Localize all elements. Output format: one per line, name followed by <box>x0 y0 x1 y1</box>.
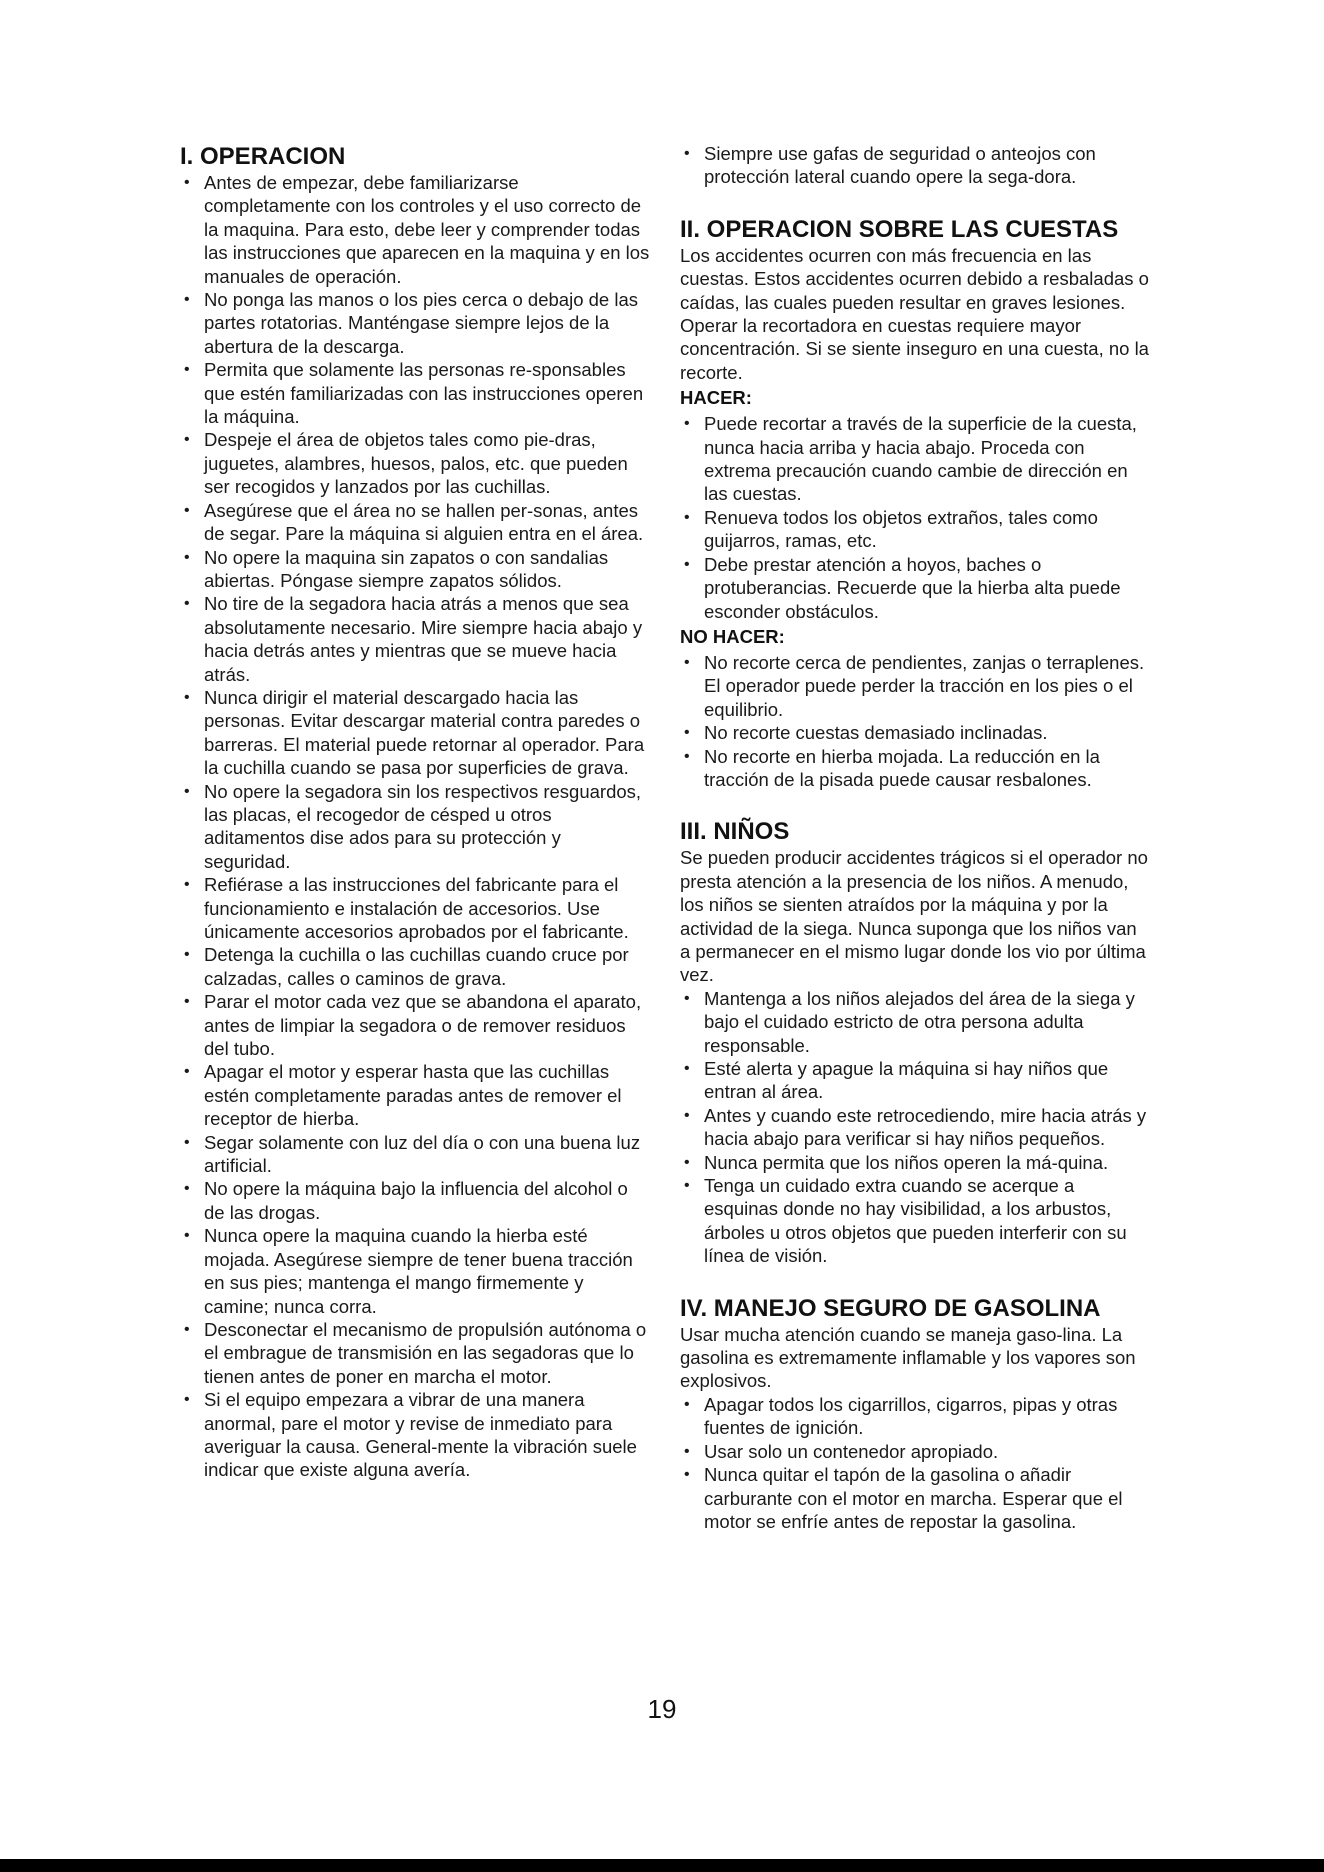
bullet-icon: • <box>184 361 190 379</box>
list-item-text: Detenga la cuchilla o las cuchillas cuando cruce por calzadas, calles o caminos de grava. <box>204 944 629 989</box>
bullet-icon: • <box>684 1153 690 1171</box>
bullet-list-operacion <box>180 171 650 1482</box>
bullet-icon: • <box>184 431 190 449</box>
bullet-icon: • <box>184 1133 190 1151</box>
list-item-text: Puede recortar a través de la superficie de la cuesta, nunca hacia arriba y hacia abajo. Proceda con extrema precaución cuando cambie de dirección en las cuestas. <box>704 413 1137 505</box>
list-item <box>680 1393 1150 1440</box>
bullet-icon: • <box>684 508 690 526</box>
list-item <box>180 1060 650 1130</box>
list-item-text: Apagar el motor y esperar hasta que las cuchillas estén completamente paradas antes de remover el receptor de hierba. <box>204 1061 622 1130</box>
list-item-text: Nunca permita que los niños operen la má-quina. <box>704 1151 1109 1173</box>
section-ninos <box>680 817 1150 1267</box>
list-item-text: No tire de la segadora hacia atrás a menos que sea absolutamente necesario. Mire siempre hacia abajo y hacia detrás antes y mientras que se mueve hacia atrás. <box>204 593 643 685</box>
bullet-icon: • <box>184 1180 190 1198</box>
bullet-icon: • <box>184 548 190 566</box>
list-item <box>180 1224 650 1318</box>
section-title-operacion: I. OPERACION <box>180 143 346 170</box>
bullet-icon: • <box>684 1060 690 1077</box>
bullet-icon: • <box>684 989 690 1007</box>
bullet-list-no-hacer <box>680 651 1150 791</box>
list-item <box>680 1463 1150 1533</box>
list-item <box>680 142 1150 189</box>
bullet-icon: • <box>184 946 190 964</box>
list-item-text: Asegúrese que el área no se hallen per-sonas, antes de segar. Pare la máquina si alguien entra en el área. <box>204 499 644 545</box>
bullet-list-gasolina <box>680 1393 1150 1533</box>
paragraph-cuestas-intro: Los accidentes ocurren con más frecuencia en las cuestas. Estos accidentes ocurren debido a resbaladas o caídas, las cuales pueden resultar en graves lesiones. Operar la recortadora en cuestas requiere mayor concentración. Si se siente inseguro en una cuesta, no la recorte. <box>680 244 1149 383</box>
list-item <box>180 171 650 288</box>
paragraph-gasolina-intro: Usar mucha atención cuando se maneja gaso-lina. La gasolina es extremamente inflamable y los vapores son explosivos. <box>680 1323 1136 1392</box>
bullet-icon: • <box>184 782 190 800</box>
bullet-icon: • <box>184 595 190 613</box>
list-item <box>680 553 1150 623</box>
bullet-icon: • <box>184 876 190 894</box>
list-item-text: No ponga las manos o los pies cerca o debajo de las partes rotatorias. Manténgase siempre lejos de la abertura de la descarga. <box>204 289 638 357</box>
section-title-ninos: III. NIÑOS <box>680 818 790 846</box>
list-item-text: Si el equipo empezara a vibrar de una manera anormal, pare el motor y revise de inmediato para averiguar la causa. General-mente la vibración suele indicar que existe alguna avería. <box>204 1389 637 1481</box>
list-item-text: Siempre use gafas de seguridad o anteojos con protección lateral cuando opere la sega-dora. <box>704 143 1096 188</box>
list-item <box>680 745 1150 792</box>
right-column <box>680 142 1150 1533</box>
list-item-text: Nunca quitar el tapón de la gasolina o añadir carburante con el motor en marcha. Esperar que el motor se enfríe antes de repostar la gasolina. <box>704 1464 1123 1532</box>
list-item-text: No recorte en hierba mojada. La reducción en la tracción de la pisada puede causar resbalones. <box>704 745 1100 790</box>
bullet-icon: • <box>684 415 690 433</box>
list-item-text: No opere la segadora sin los respectivos resguardos, las placas, el recogedor de césped u otros aditamentos dise ados para su protección y seguridad. <box>204 780 642 872</box>
list-item <box>680 1151 1150 1174</box>
list-item-text: Apagar todos los cigarrillos, cigarros, pipas y otras fuentes de ignición. <box>704 1393 1118 1439</box>
list-item <box>180 1131 650 1178</box>
bullet-icon: • <box>684 1177 690 1195</box>
list-item-text: Segar solamente con luz del día o con una buena luz artificial. <box>204 1131 641 1177</box>
bullet-icon: • <box>684 145 690 162</box>
section-cuestas <box>680 215 1150 792</box>
list-item <box>680 721 1150 744</box>
list-item <box>680 506 1150 553</box>
bullet-icon: • <box>184 501 190 519</box>
list-item <box>680 412 1150 506</box>
list-item-text: Parar el motor cada vez que se abandona el aparato, antes de limpiar la segadora o de remover residuos del tubo. <box>204 991 642 1060</box>
list-item <box>180 943 650 990</box>
subheading-no-hacer: NO HACER: <box>680 625 785 647</box>
bullet-icon: • <box>184 993 190 1011</box>
list-item-text: Despeje el área de objetos tales como pie-dras, juguetes, alambres, huesos, palos, etc. que pueden ser recogidos y lanzados por las cuchillas. <box>204 429 628 498</box>
list-item-text: Nunca dirigir el material descargado hacia las personas. Evitar descargar material contra paredes o barreras. El material puede retornar al operador. Para la cuchilla cuando se pasa por superficies de grava. <box>204 686 645 779</box>
list-item-text: Desconectar el mecanismo de propulsión autónoma o el embrague de transmisión en las segadoras que lo tienen antes de poner en marcha el motor. <box>204 1318 647 1387</box>
list-item <box>680 1057 1150 1104</box>
list-item-text: Esté alerta y apague la máquina si hay niños que entran al área. <box>704 1058 1109 1103</box>
list-item <box>180 546 650 593</box>
list-item <box>680 1440 1150 1463</box>
page-number: 19 <box>647 1694 677 1724</box>
bullet-icon: • <box>184 1063 190 1081</box>
list-item <box>180 592 650 686</box>
section-title-gasolina: IV. MANEJO SEGURO DE GASOLINA <box>680 1294 1101 1322</box>
bullet-icon: • <box>684 1466 690 1484</box>
list-item <box>680 651 1150 721</box>
bullet-list-top <box>680 142 1150 189</box>
bullet-icon: • <box>184 291 190 309</box>
section-title-cuestas: II. OPERACION SOBRE LAS CUESTAS <box>680 215 1119 243</box>
left-column <box>180 142 650 1482</box>
list-item-text: Usar solo un contenedor apropiado. <box>704 1440 999 1462</box>
list-item-text: No opere la máquina bajo la influencia del alcohol o de las drogas. <box>204 1178 628 1223</box>
bullet-icon: • <box>184 1227 190 1245</box>
list-item <box>180 990 650 1060</box>
bullet-list-hacer <box>680 412 1150 623</box>
list-item <box>180 288 650 358</box>
bullet-icon: • <box>684 1442 690 1460</box>
bullet-icon: • <box>684 1395 690 1413</box>
list-item <box>180 780 650 874</box>
bullet-icon: • <box>184 688 190 706</box>
list-item <box>680 1104 1150 1151</box>
bullet-icon: • <box>684 1106 690 1124</box>
list-item-text: Mantenga a los niños alejados del área de la siega y bajo el cuidado estricto de otra persona adulta responsable. <box>704 987 1135 1056</box>
list-item-text: Debe prestar atención a hoyos, baches o protuberancias. Recuerde que la hierba alta puede esconder obstáculos. <box>704 553 1121 622</box>
bottom-border <box>0 1859 1324 1872</box>
list-item-text: No recorte cuestas demasiado inclinadas. <box>704 722 1048 744</box>
list-item-text: Antes y cuando este retrocediendo, mire hacia atrás y hacia abajo para verificar si hay niños pequeños. <box>704 1104 1147 1150</box>
list-item <box>180 499 650 546</box>
list-item <box>680 1174 1150 1268</box>
list-item <box>180 358 650 428</box>
list-item-text: Renueva todos los objetos extraños, tales como guijarros, ramas, etc. <box>704 506 1098 552</box>
list-item-text: Permita que solamente las personas re-sponsables que estén familiarizadas con las instrucciones operen la máquina. <box>204 359 644 428</box>
bullet-icon: • <box>184 1320 190 1338</box>
list-item <box>180 428 650 498</box>
bullet-list-ninos <box>680 987 1150 1268</box>
bullet-icon: • <box>684 747 690 765</box>
bullet-icon: • <box>684 555 690 573</box>
list-item <box>180 1318 650 1388</box>
bullet-icon: • <box>184 174 190 191</box>
list-item-text: Tenga un cuidado extra cuando se acerque a esquinas donde no hay visibilidad, a los arbustos, árboles u otros objetos que pueden interferir con su línea de visión. <box>704 1175 1127 1267</box>
list-item <box>680 987 1150 1057</box>
list-item-text: No recorte cerca de pendientes, zanjas o terraplenes. El operador puede perder la tracción en los pies o el equilibrio. <box>704 651 1145 720</box>
list-item <box>180 873 650 943</box>
list-item-text: Nunca opere la maquina cuando la hierba esté mojada. Asegúrese siempre de tener buena tracción en sus pies; mantenga el mango firmemente y camine; nunca corra. <box>204 1225 633 1317</box>
section-gasolina <box>680 1294 1150 1534</box>
list-item-text: No opere la maquina sin zapatos o con sandalias abiertas. Póngase siempre zapatos sólidos. <box>204 546 609 591</box>
list-item-text: Refiérase a las instrucciones del fabricante para el funcionamiento e instalación de accesorios. Use únicamente accesorios aprobados por el fabricante. <box>204 874 629 942</box>
section-operacion <box>180 142 650 1482</box>
list-item <box>180 1388 650 1482</box>
paragraph-ninos-intro: Se pueden producir accidentes trágicos si el operador no presta atención a la presencia de los niños. A menudo, los niños se sienten atraídos por la máquina y por la actividad de la siega. Nunca suponga que los niños van a permanecer en el mismo lugar donde los vio por última vez. <box>680 847 1148 986</box>
bullet-icon: • <box>184 1391 190 1409</box>
bullet-icon: • <box>684 653 690 671</box>
subheading-hacer: HACER: <box>680 387 752 409</box>
bullet-icon: • <box>684 724 690 742</box>
list-item <box>180 686 650 780</box>
list-item <box>180 1177 650 1224</box>
list-item-text: Antes de empezar, debe familiarizarse completamente con los controles y el uso correcto de la maquina. Para esto, debe leer y comprender todas las instrucciones que aparecen en la maquina y en los manuales de operación. <box>204 172 650 287</box>
